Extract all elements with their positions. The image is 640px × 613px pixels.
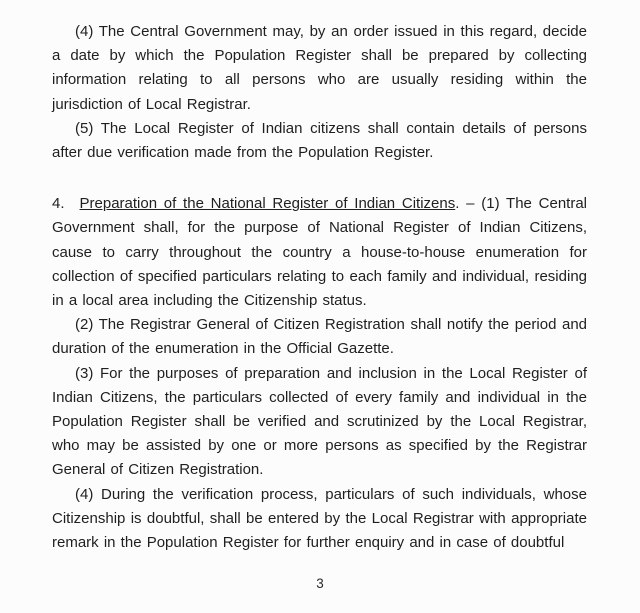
section-4-clause-1: (1) The Central Government shall, for the purpose of National Register of Indian Citizens, cause to carry throughout the country a house-to-house enumeration for collection of specified particulars relating to each family and individual, residing in a local area including the Citizenship status. — [52, 195, 587, 310]
section-4-paragraph — [52, 192, 587, 313]
section-number: 4. — [52, 195, 65, 213]
section-4-clause-4: (4) During the verification process, particulars of such individuals, whose Citizenship is doubtful, shall be entered by the Local Registrar with appropriate remark in the Population Register for further enquiry and in case of doubtful — [52, 485, 587, 552]
section-4-clause-3: (3) For the purposes of preparation and inclusion in the Local Register of Indian Citizens, the particulars collected of every family and individual in the Population Register shall be verified and scrutinized by the Local Registrar, who may be assisted by one or more persons as specified by the Registrar General of Citizen Registration. — [52, 364, 587, 479]
section-title: Preparation of the National Register of Indian Citizens — [79, 195, 456, 213]
clause-population-register-4: (4) The Central Government may, by an order issued in this regard, decide a date by which the Population Register shall be prepared by collecting information relating to all persons who are usually residing within the jurisdiction of Local Registrar. — [52, 23, 587, 113]
clause-population-register-5: (5) The Local Register of Indian citizens shall contain details of persons after due verification made from the Population Register. — [52, 119, 587, 162]
page-number: 3 — [316, 576, 324, 591]
section-4-clause-2: (2) The Registrar General of Citizen Registration shall notify the period and duration of the enumeration in the Official Gazette. — [52, 316, 587, 358]
section-title-separator: . – — [455, 195, 475, 213]
